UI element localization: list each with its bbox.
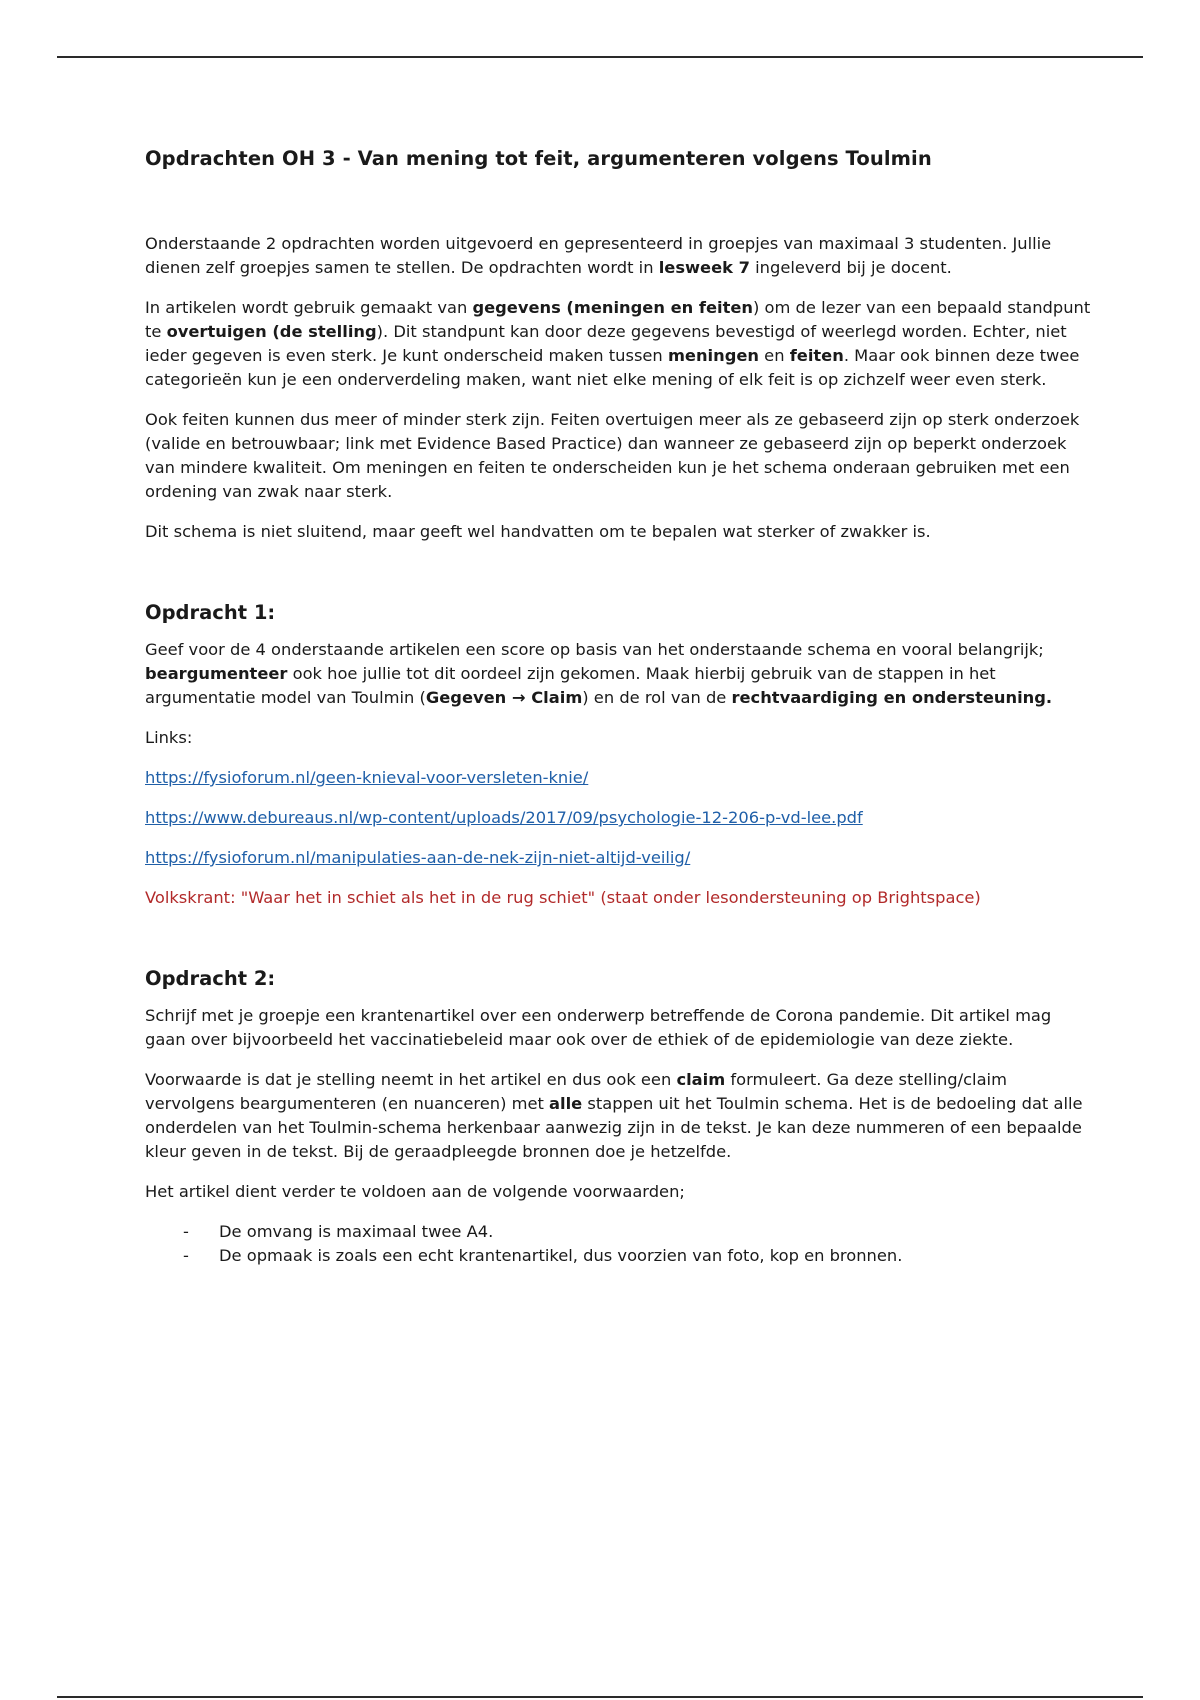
opdracht-2-paragraph-1: Schrijf met je groepje een krantenartikel over een onderwerp betreffende de Corona pandemie. Dit artikel mag gaan over bijvoorbeeld het vaccinatiebeleid maar ook over de ethiek of de epidemiologie van deze ziekte.: [145, 1006, 1052, 1049]
intro-paragraph-1: [145, 232, 1095, 280]
bold-text: beargumenteer: [145, 664, 288, 683]
text-span: ook hoe jullie tot dit oordeel zijn gekomen. Maak hierbij gebruik van de stappen in het argumentatie model van Toulmin (: [145, 664, 996, 707]
opdracht-1-heading: Opdracht 1:: [145, 601, 276, 624]
text-span: Voorwaarde is dat je stelling neemt in het artikel en dus ook een: [145, 1070, 677, 1089]
page-title: Opdrachten OH 3 - Van mening tot feit, argumenteren volgens Toulmin: [145, 147, 932, 170]
link-fysioforum-nek[interactable]: https://fysioforum.nl/manipulaties-aan-de-nek-zijn-niet-altijd-veilig/: [145, 848, 691, 867]
link-item: [145, 766, 1095, 790]
intro-paragraph-4: Dit schema is niet sluitend, maar geeft wel handvatten om te bepalen wat sterker of zwakker is.: [145, 522, 931, 541]
list-item-text: De opmaak is zoals een echt krantenartikel, dus voorzien van foto, kop en bronnen.: [219, 1246, 903, 1265]
list-item-text: De omvang is maximaal twee A4.: [219, 1222, 494, 1241]
opdracht-1-paragraph: [145, 638, 1095, 710]
document-body: [145, 146, 1095, 1268]
text-span: Geef voor de 4 onderstaande artikelen een score op basis van het onderstaande schema en vooral belangrijk;: [145, 640, 1044, 659]
text-span: ingeleverd bij je docent.: [749, 258, 952, 277]
text-span: ) om de lezer van een bepaald standpunt te: [145, 298, 1091, 341]
bold-text: lesweek 7: [658, 258, 750, 277]
bullet-dash: -: [183, 1222, 189, 1241]
conditions-list: [145, 1220, 1095, 1268]
bold-text: rechtvaardiging en ondersteuning.: [731, 688, 1053, 707]
links-label: Links:: [145, 728, 193, 747]
link-fysioforum-knie[interactable]: https://fysioforum.nl/geen-knieval-voor-versleten-knie/: [145, 768, 589, 787]
link-item: [145, 846, 1095, 870]
text-span: ). Dit standpunt kan door deze gegevens bevestigd of weerlegd worden. Echter, niet ieder gegeven is even sterk. Je kunt onderscheid maken tussen: [145, 322, 1067, 365]
list-item: [183, 1220, 1095, 1244]
opdracht-2-paragraph-2: [145, 1068, 1095, 1164]
footer-rule: [57, 1696, 1143, 1698]
text-span: stappen uit het Toulmin schema. Het is de bedoeling dat alle onderdelen van het Toulmin-schema herkenbaar aanwezig zijn in de tekst. Je kan deze nummeren of een bepaalde kleur geven in de tekst. Bij de geraadpleegde bronnen doe je hetzelfde.: [145, 1094, 1083, 1161]
text-span: en: [759, 346, 790, 365]
opdracht-2-heading: Opdracht 2:: [145, 967, 276, 990]
bold-text: Gegeven → Claim: [425, 688, 583, 707]
bold-text: gegevens (meningen en feiten: [472, 298, 754, 317]
opdracht-2-paragraph-3: Het artikel dient verder te voldoen aan de volgende voorwaarden;: [145, 1182, 685, 1201]
text-span: Onderstaande 2 opdrachten worden uitgevoerd en gepresenteerd in groepjes van maximaal 3 studenten. Jullie dienen zelf groepjes samen te stellen. De opdrachten wordt in: [145, 234, 1052, 277]
intro-paragraph-3: Ook feiten kunnen dus meer of minder sterk zijn. Feiten overtuigen meer als ze gebaseerd zijn op sterk onderzoek (valide en betrouwbaar; link met Evidence Based Practice) dan wanneer ze gebaseerd zijn op beperkt onderzoek van mindere kwaliteit. Om meningen en feiten te onderscheiden kun je het schema onderaan gebruiken met een ordening van zwak naar sterk.: [145, 410, 1080, 501]
link-debureaus-pdf[interactable]: https://www.debureaus.nl/wp-content/uploads/2017/09/psychologie-12-206-p-vd-lee.pdf: [145, 808, 863, 827]
bold-text: alle: [549, 1094, 583, 1113]
header-rule: [57, 56, 1143, 58]
list-item: [183, 1244, 1095, 1268]
bullet-dash: -: [183, 1246, 189, 1265]
text-span: ) en de rol van de: [582, 688, 732, 707]
bold-text: meningen: [667, 346, 759, 365]
bold-text: claim: [676, 1070, 726, 1089]
intro-paragraph-2: [145, 296, 1095, 392]
bold-text: overtuigen (de stelling: [166, 322, 377, 341]
text-span: formuleert. Ga deze stelling/claim vervolgens beargumenteren (en nuanceren) met: [145, 1070, 1007, 1113]
bold-text: feiten: [789, 346, 844, 365]
text-span: In artikelen wordt gebruik gemaakt van: [145, 298, 473, 317]
text-span: . Maar ook binnen deze twee categorieën kun je een onderverdeling maken, want niet elke mening of elk feit is op zichzelf weer even sterk.: [145, 346, 1080, 389]
link-item: [145, 806, 1095, 830]
volkskrant-reference: Volkskrant: "Waar het in schiet als het in de rug schiet" (staat onder lesondersteuning op Brightspace): [145, 888, 981, 907]
